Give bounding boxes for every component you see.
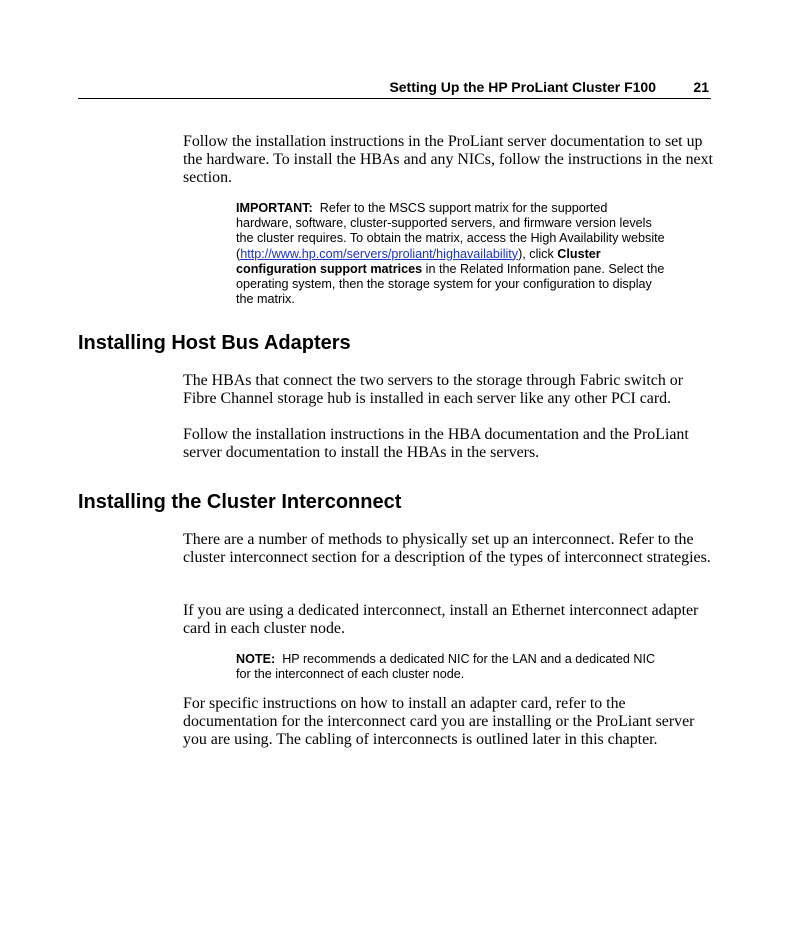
interconnect-paragraph-3: For specific instructions on how to install an adapter card, refer to the documentation for the interconnect card you are installing or the ProLiant server you are using. The cabling of interconnects is outlined later in this chapter. (183, 695, 695, 749)
interconnect-paragraph-2: If you are using a dedicated interconnect, install an Ethernet interconnect adapter card in each cluster node. (183, 602, 699, 638)
note-text: HP recommends a dedicated NIC for the LAN and a dedicated NIC for the interconnect of each cluster node. (236, 652, 656, 682)
note-label: NOTE: (236, 652, 276, 666)
important-label: IMPORTANT: (236, 201, 313, 215)
important-text-2: ), click (518, 246, 558, 261)
hba-paragraph-1: The HBAs that connect the two servers to the storage through Fabric switch or Fibre Channel storage hub is installed in each server like any other PCI card. (183, 372, 683, 408)
page-number: 21 (693, 79, 709, 95)
important-bold-text: Cluster configuration support matrices (236, 246, 601, 276)
important-text-3: in the Related Information pane. Select the operating system, then the storage system for your configuration to display the matrix. (236, 261, 665, 307)
heading-installing-hba: Installing Host Bus Adapters (78, 332, 351, 354)
interconnect-note (236, 652, 666, 682)
high-availability-link[interactable]: http://www.hp.com/servers/proliant/highavailability (240, 246, 519, 261)
important-note (236, 201, 666, 307)
important-text-1: Refer to the MSCS support matrix for the supported hardware, software, cluster-supported servers, and firmware version levels the cluster requires. To obtain the matrix, access the High Availability website ( (236, 201, 665, 261)
running-header (78, 79, 711, 99)
interconnect-paragraph-1: There are a number of methods to physically set up an interconnect. Refer to the cluster interconnect section for a description of the types of interconnect strategies. (183, 531, 711, 567)
intro-paragraph: Follow the installation instructions in the ProLiant server documentation to set up the hardware. To install the HBAs and any NICs, follow the instructions in the next section. (183, 133, 713, 187)
heading-cluster-interconnect: Installing the Cluster Interconnect (78, 491, 402, 513)
header-title: Setting Up the HP ProLiant Cluster F100 (389, 79, 656, 95)
hba-paragraph-2: Follow the installation instructions in the HBA documentation and the ProLiant server documentation to install the HBAs in the servers. (183, 426, 689, 462)
